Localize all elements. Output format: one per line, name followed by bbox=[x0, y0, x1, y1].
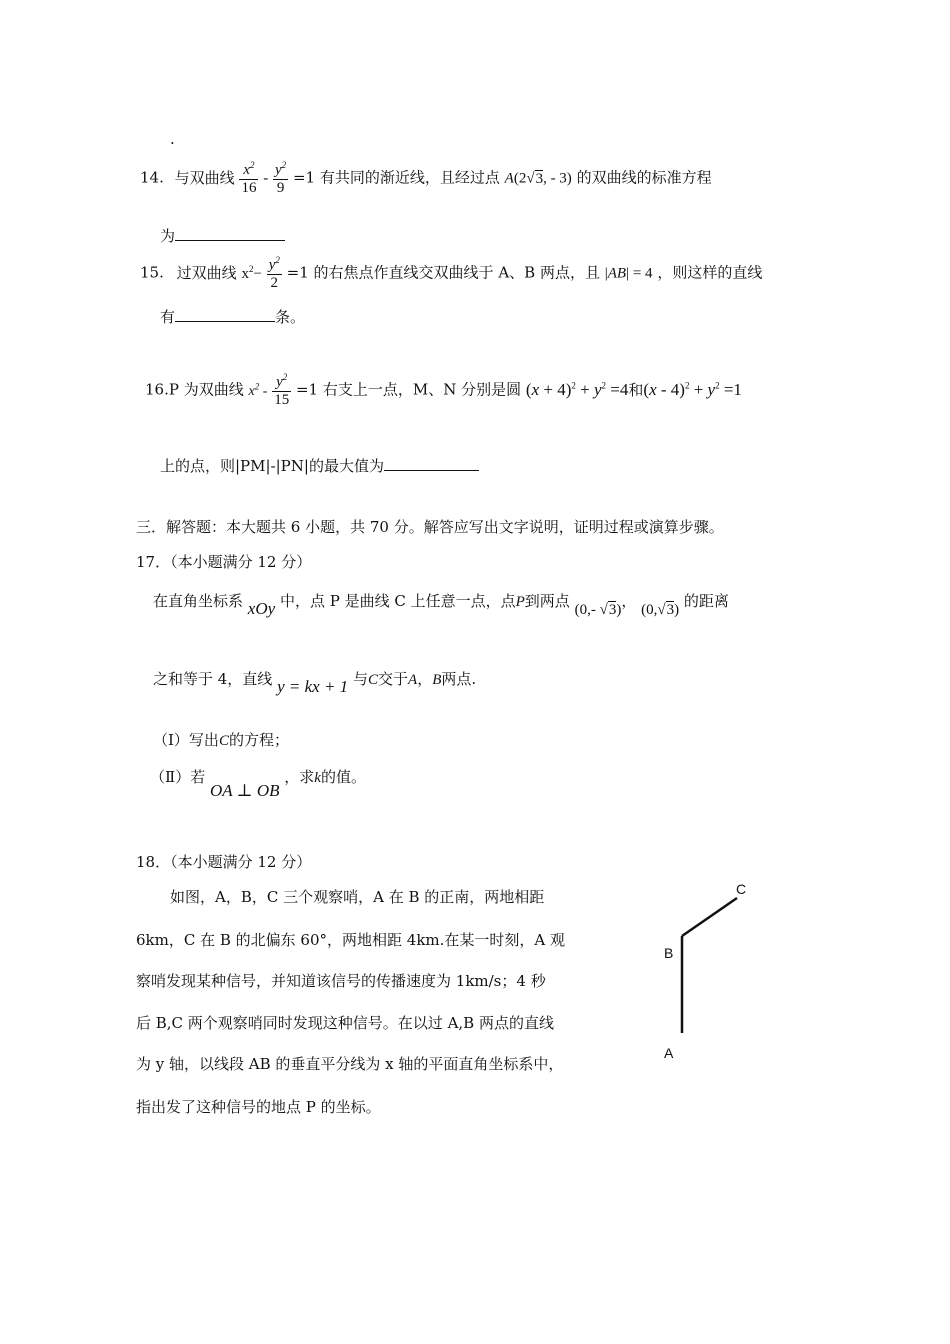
q14-fraction-x: $\frac{x^2}{16}$ bbox=[241, 160, 257, 196]
q16-fraction: $\frac{y^2}{15}$ bbox=[274, 372, 290, 408]
q18-line-5: 为 y 轴，以线段 AB 的垂直平分线为 x 轴的平面直角坐标系中， bbox=[136, 1055, 564, 1073]
q18-line-2: 6km，C 在 B 的北偏东 60°，两地相距 4km.在某一时刻，A 观 bbox=[136, 931, 566, 949]
stray-dot: . bbox=[170, 130, 175, 148]
q17-header: 17．（本小题满分 12 分） bbox=[136, 553, 312, 571]
q17-paragraph-1: 在直角坐标系 xOy 中，点 P 是曲线 C 上任意一点，点P到两点 (0,- √3)， (0,√3) 的距离 bbox=[153, 592, 729, 618]
segment-bc bbox=[682, 898, 737, 936]
q14-answer-line: 为 bbox=[160, 225, 285, 246]
question-14: 14. 与双曲线 $\frac{x^2}{16}$ - $\frac{y^2}{9}$ =1 有共同的渐近线，且经过点 A(2√3, - 3) 的双曲线的标准方程 bbox=[140, 160, 712, 196]
figure-label-b: B bbox=[664, 945, 674, 961]
q16-circles: $(x + 4)^2 + y^2 =4$和$(x - 4)^2 + y^2 =1$ bbox=[525, 379, 742, 399]
q18-line-3: 察哨发现某种信号，并知道该信号的传播速度为 1km/s；4 秒 bbox=[136, 972, 546, 990]
q15-text-post: ，则这样的直线 bbox=[657, 263, 763, 282]
q14-number: 14. bbox=[140, 168, 164, 187]
q15-number: 15. bbox=[140, 263, 164, 282]
section-3-heading: 三．解答题：本大题共 6 小题，共 70 分。解答应写出文字说明，证明过程或演算步骤。 bbox=[136, 518, 724, 536]
q15-fraction: $\frac{y^2}{2}$ bbox=[268, 255, 280, 291]
figure-label-c: C bbox=[736, 881, 747, 897]
q15-text-pre: 过双曲线 bbox=[176, 263, 237, 282]
q18-line-1: 如图，A，B，C 三个观察哨，A 在 B 的正南，两地相距 bbox=[170, 888, 545, 906]
q14-text-post: 的双曲线的标准方程 bbox=[576, 168, 712, 187]
q15-text-mid: 的右焦点作直线交双曲线于 A、B 两点，且 bbox=[313, 263, 600, 282]
q16-text-pre: P 为双曲线 bbox=[168, 380, 244, 399]
q14-point: A(2√3, - 3) bbox=[504, 170, 572, 187]
q16-answer-line: 上的点，则|PM|-|PN|的最大值为 bbox=[160, 455, 479, 476]
q14-text-mid: 有共同的渐近线，且经过点 bbox=[319, 168, 500, 187]
q16-number: 16. bbox=[145, 380, 169, 399]
q17-paragraph-2: 之和等于 4，直线 y = kx + 1 与C交于A，B两点. bbox=[153, 670, 477, 696]
q14-text-pre: 与双曲线 bbox=[174, 168, 235, 187]
q15-abs-ab: |AB| = 4 bbox=[604, 265, 653, 282]
q17-part-1: （Ⅰ）写出C的方程； bbox=[153, 731, 289, 749]
q18-line-6: 指出发了这种信号的地点 P 的坐标。 bbox=[136, 1098, 381, 1116]
q15-answer-line: 有 条。 bbox=[160, 308, 306, 326]
q18-figure bbox=[640, 870, 770, 1070]
q14-fraction-y: $\frac{y^2}{9}$ bbox=[275, 160, 287, 196]
question-16: 16.P 为双曲线 $x^2$ - $\frac{y^2}{15}$ =1 右支上一点，M、N 分别是圆 $(x + 4)^2 + y^2 =4$和$(x - 4)^2 + y^2 =1$ bbox=[145, 372, 742, 408]
q16-text-mid: 右支上一点，M、N 分别是圆 bbox=[322, 380, 522, 399]
q17-part-2: （Ⅱ）若 OA ⊥ OB ，求k的值。 bbox=[150, 768, 366, 800]
question-15: 15. 过双曲线 $x^2-$ $\frac{y^2}{2}$ =1 的右焦点作直线交双曲线于 A、B 两点，且 |AB| = 4 ，则这样的直线 bbox=[140, 255, 763, 291]
q18-header: 18．（本小题满分 12 分） bbox=[136, 853, 312, 871]
q18-line-4: 后 B,C 两个观察哨同时发现这种信号。在以过 A,B 两点的直线 bbox=[136, 1014, 554, 1032]
figure-label-a: A bbox=[664, 1045, 674, 1061]
